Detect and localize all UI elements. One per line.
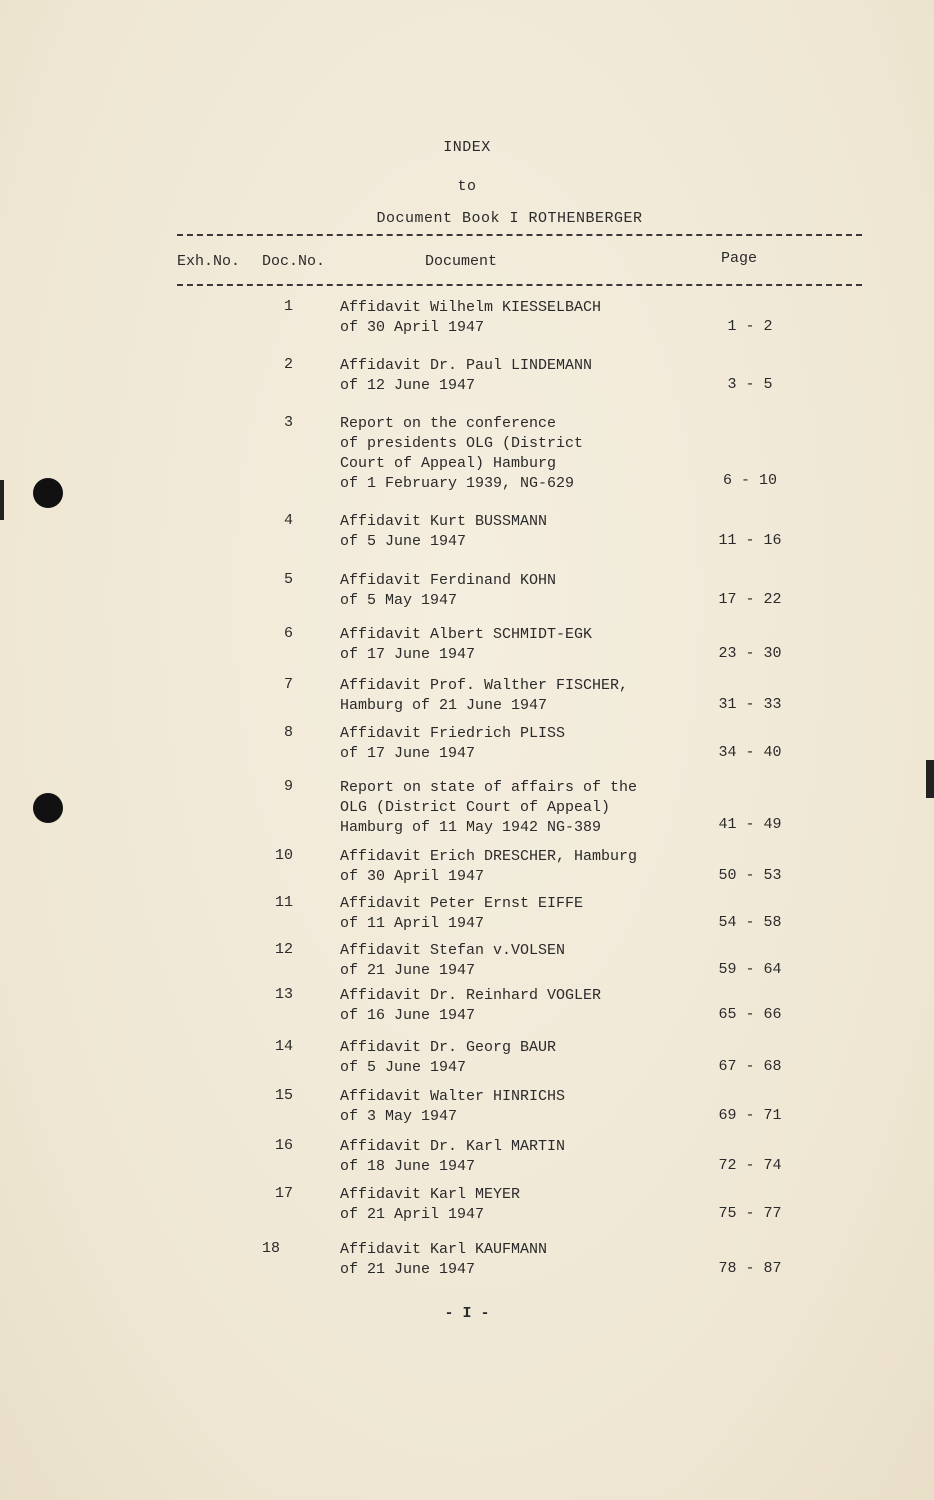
page-number: - I - (444, 1305, 490, 1322)
doc-number: 7 (283, 676, 293, 693)
description-line: Affidavit Karl KAUFMANN (340, 1241, 548, 1258)
description-line: of presidents OLG (District (340, 435, 584, 452)
document-description (340, 1038, 556, 1078)
description-line: of 21 April 1947 (340, 1206, 485, 1223)
page-range: 65 - 66 (718, 1006, 782, 1023)
doc-number: 18 (261, 1240, 280, 1257)
page-range: 54 - 58 (718, 914, 782, 931)
document-description (340, 676, 628, 716)
description-line: Affidavit Dr. Paul LINDEMANN (340, 357, 593, 374)
description-line: of 12 June 1947 (340, 377, 476, 394)
punch-hole-bottom (33, 793, 63, 823)
page-range: 6 - 10 (722, 472, 777, 489)
description-line: of 30 April 1947 (340, 868, 485, 885)
description-line: Affidavit Dr. Reinhard VOGLER (340, 987, 602, 1004)
document-description (340, 1137, 565, 1177)
description-line: of 17 June 1947 (340, 646, 476, 663)
description-line: Hamburg of 21 June 1947 (340, 697, 548, 714)
description-line: of 5 June 1947 (340, 533, 467, 550)
description-line: Report on state of affairs of the (340, 779, 638, 796)
page-range: 34 - 40 (718, 744, 782, 761)
document-description (340, 1240, 547, 1280)
description-line: of 21 June 1947 (340, 962, 476, 979)
page-range: 41 - 49 (718, 816, 782, 833)
page-range: 1 - 2 (727, 318, 773, 335)
document-description (340, 1185, 520, 1225)
doc-number: 14 (274, 1038, 293, 1055)
header-rule-top (177, 234, 862, 236)
document-description (340, 571, 556, 611)
description-line: of 3 May 1947 (340, 1108, 458, 1125)
document-description (340, 894, 583, 934)
description-line: Affidavit Karl MEYER (340, 1186, 521, 1203)
doc-number: 9 (283, 778, 293, 795)
doc-number: 15 (274, 1087, 293, 1104)
page-range: 3 - 5 (727, 376, 773, 393)
page-range: 72 - 74 (718, 1157, 782, 1174)
description-line: Report on the conference (340, 415, 557, 432)
page-range: 78 - 87 (718, 1260, 782, 1277)
description-line: Affidavit Prof. Walther FISCHER, (340, 677, 629, 694)
description-line: of 5 May 1947 (340, 592, 458, 609)
page-range: 31 - 33 (718, 696, 782, 713)
doc-number: 10 (274, 847, 293, 864)
description-line: Affidavit Friedrich PLISS (340, 725, 566, 742)
description-line: Affidavit Ferdinand KOHN (340, 572, 557, 589)
document-description (340, 847, 637, 887)
description-line: of 17 June 1947 (340, 745, 476, 762)
punch-hole-top (33, 478, 63, 508)
doc-number: 11 (274, 894, 293, 911)
page-range: 23 - 30 (718, 645, 782, 662)
document-description (340, 356, 592, 396)
description-line: Affidavit Erich DRESCHER, Hamburg (340, 848, 638, 865)
description-line: OLG (District Court of Appeal) (340, 799, 611, 816)
description-line: of 5 June 1947 (340, 1059, 467, 1076)
doc-number: 13 (274, 986, 293, 1003)
doc-number: 16 (274, 1137, 293, 1154)
description-line: Affidavit Walter HINRICHS (340, 1088, 566, 1105)
description-line: Affidavit Dr. Georg BAUR (340, 1039, 557, 1056)
description-line: Affidavit Albert SCHMIDT-EGK (340, 626, 593, 643)
doc-number: 17 (274, 1185, 293, 1202)
doc-number: 3 (283, 414, 293, 431)
index-title: INDEX (443, 139, 491, 156)
column-page: Page (721, 250, 758, 267)
doc-number: 12 (274, 941, 293, 958)
document-description (340, 986, 601, 1026)
description-line: Affidavit Stefan v.VOLSEN (340, 942, 566, 959)
description-line: of 11 April 1947 (340, 915, 485, 932)
document-description (340, 298, 601, 338)
doc-number: 8 (283, 724, 293, 741)
description-line: Hamburg of 11 May 1942 NG-389 (340, 819, 602, 836)
doc-number: 2 (283, 356, 293, 373)
document-description (340, 414, 583, 494)
right-edge-mark (926, 760, 934, 798)
page-range: 11 - 16 (718, 532, 782, 549)
description-line: Affidavit Dr. Karl MARTIN (340, 1138, 566, 1155)
description-line: Affidavit Wilhelm KIESSELBACH (340, 299, 602, 316)
document-description (340, 1087, 565, 1127)
document-description (340, 724, 565, 764)
page-range: 75 - 77 (718, 1205, 782, 1222)
document-description (340, 778, 637, 838)
description-line: of 18 June 1947 (340, 1158, 476, 1175)
description-line: Court of Appeal) Hamburg (340, 455, 557, 472)
doc-number: 6 (283, 625, 293, 642)
page-range: 59 - 64 (718, 961, 782, 978)
description-line: Affidavit Peter Ernst EIFFE (340, 895, 584, 912)
doc-number: 1 (283, 298, 293, 315)
page-range: 50 - 53 (718, 867, 782, 884)
description-line: of 1 February 1939, NG-629 (340, 475, 575, 492)
page-range: 69 - 71 (718, 1107, 782, 1124)
column-document: Document (425, 253, 498, 270)
doc-number: 5 (283, 571, 293, 588)
description-line: of 16 June 1947 (340, 1007, 476, 1024)
left-edge-mark (0, 480, 4, 520)
column-exh-no: Exh.No. (177, 253, 241, 270)
description-line: Affidavit Kurt BUSSMANN (340, 513, 548, 530)
index-to: to (457, 178, 477, 195)
page-range: 67 - 68 (718, 1058, 782, 1075)
description-line: of 21 June 1947 (340, 1261, 476, 1278)
column-doc-no: Doc.No. (262, 253, 326, 270)
document-description (340, 625, 592, 665)
document-book-title: Document Book I ROTHENBERGER (376, 210, 643, 227)
document-description (340, 512, 547, 552)
description-line: of 30 April 1947 (340, 319, 485, 336)
header-rule-bottom (177, 284, 862, 286)
page-range: 17 - 22 (718, 591, 782, 608)
doc-number: 4 (283, 512, 293, 529)
document-description (340, 941, 565, 981)
